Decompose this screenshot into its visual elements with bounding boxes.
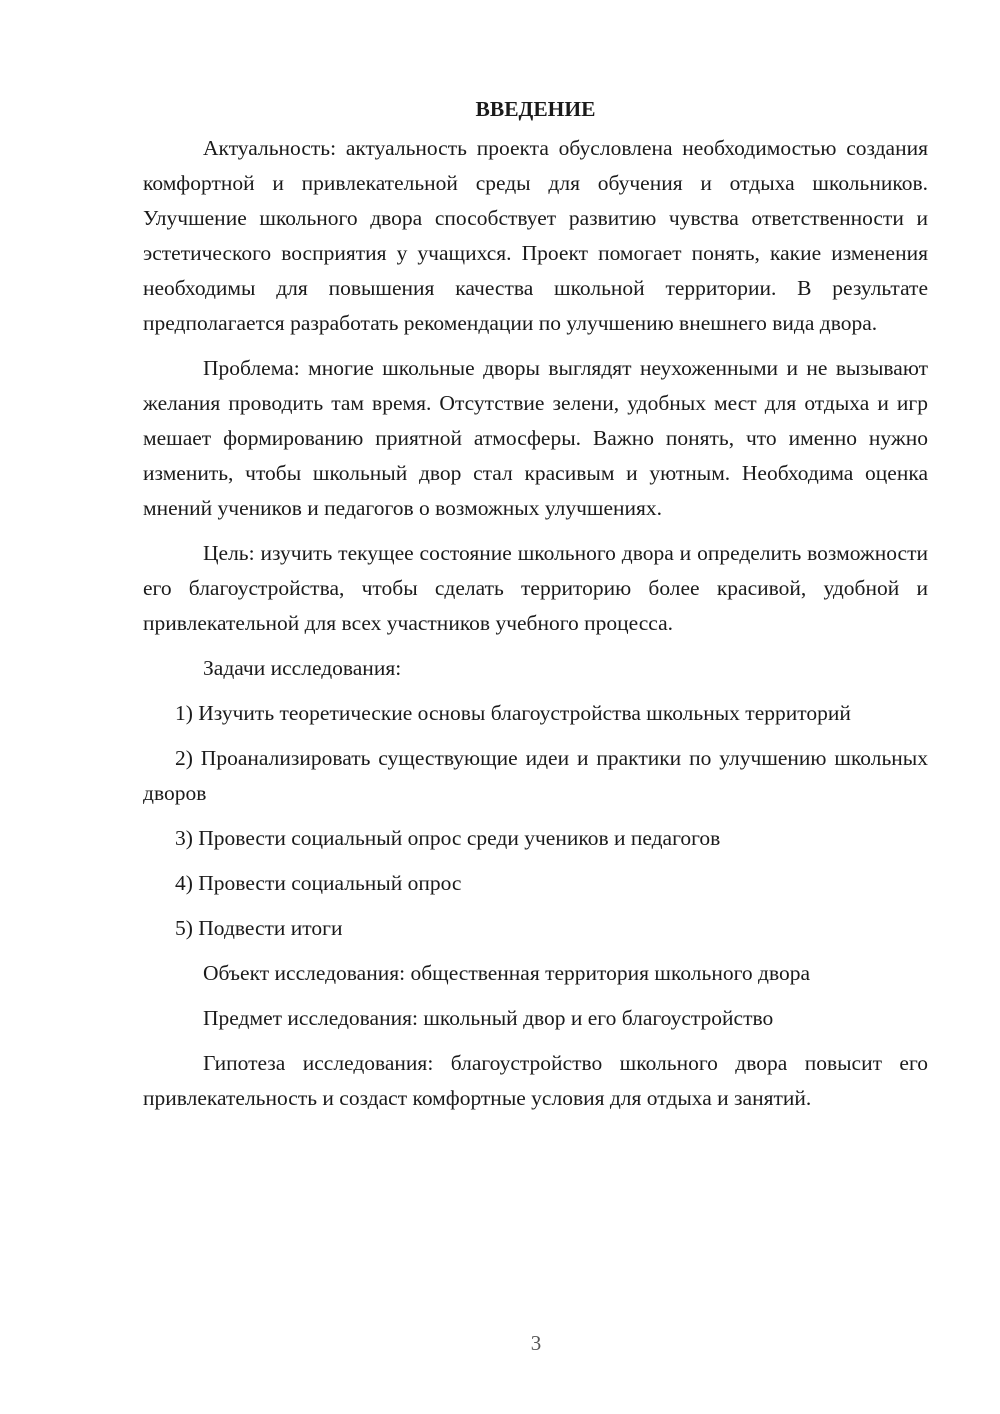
document-page (143, 92, 928, 1126)
task-item-2: 2) Проанализировать существующие идеи и практики по улучшению школьных дворов (143, 746, 928, 805)
task-item-4: 4) Провести социальный опрос (175, 871, 462, 895)
relevance-paragraph: Актуальность: актуальность проекта обусловлена необходимостью создания комфортной и привлекательной среды для обучения и отдыха школьников. Улучшение школьного двора способствует развитию чувства ответственности и эстетического восприятия у учащихся. Проект помогает понять, какие изменения необходимы для повышения качества школьной территории. В результате предполагается разработать рекомендации по улучшению внешнего вида двора. (143, 136, 928, 335)
task-item-3: 3) Провести социальный опрос среди учеников и педагогов (175, 826, 721, 850)
goal-paragraph: Цель: изучить текущее состояние школьного двора и определить возможности его благоустройства, чтобы сделать территорию более красивой, удобной и привлекательной для всех участников учебного процесса. (143, 541, 928, 635)
page-title: ВВЕДЕНИЕ (475, 97, 596, 121)
object-paragraph: Объект исследования: общественная территория школьного двора (203, 961, 810, 985)
page-number: 3 (530, 1331, 542, 1355)
hypothesis-paragraph: Гипотеза исследования: благоустройство школьного двора повысит его привлекательность и создаст комфортные условия для отдыха и занятий. (143, 1051, 928, 1110)
subject-paragraph: Предмет исследования: школьный двор и его благоустройство (203, 1006, 774, 1030)
task-item-5: 5) Подвести итоги (175, 916, 343, 940)
tasks-heading: Задачи исследования: (203, 656, 402, 680)
problem-paragraph: Проблема: многие школьные дворы выглядят неухоженными и не вызывают желания проводить там время. Отсутствие зелени, удобных мест для отдыха и игр мешает формированию приятной атмосферы. Важно понять, что именно нужно изменить, чтобы школьный двор стал красивым и уютным. Необходима оценка мнений учеников и педагогов о возможных улучшениях. (143, 356, 928, 520)
task-item-1: 1) Изучить теоретические основы благоустройства школьных территорий (175, 701, 851, 725)
